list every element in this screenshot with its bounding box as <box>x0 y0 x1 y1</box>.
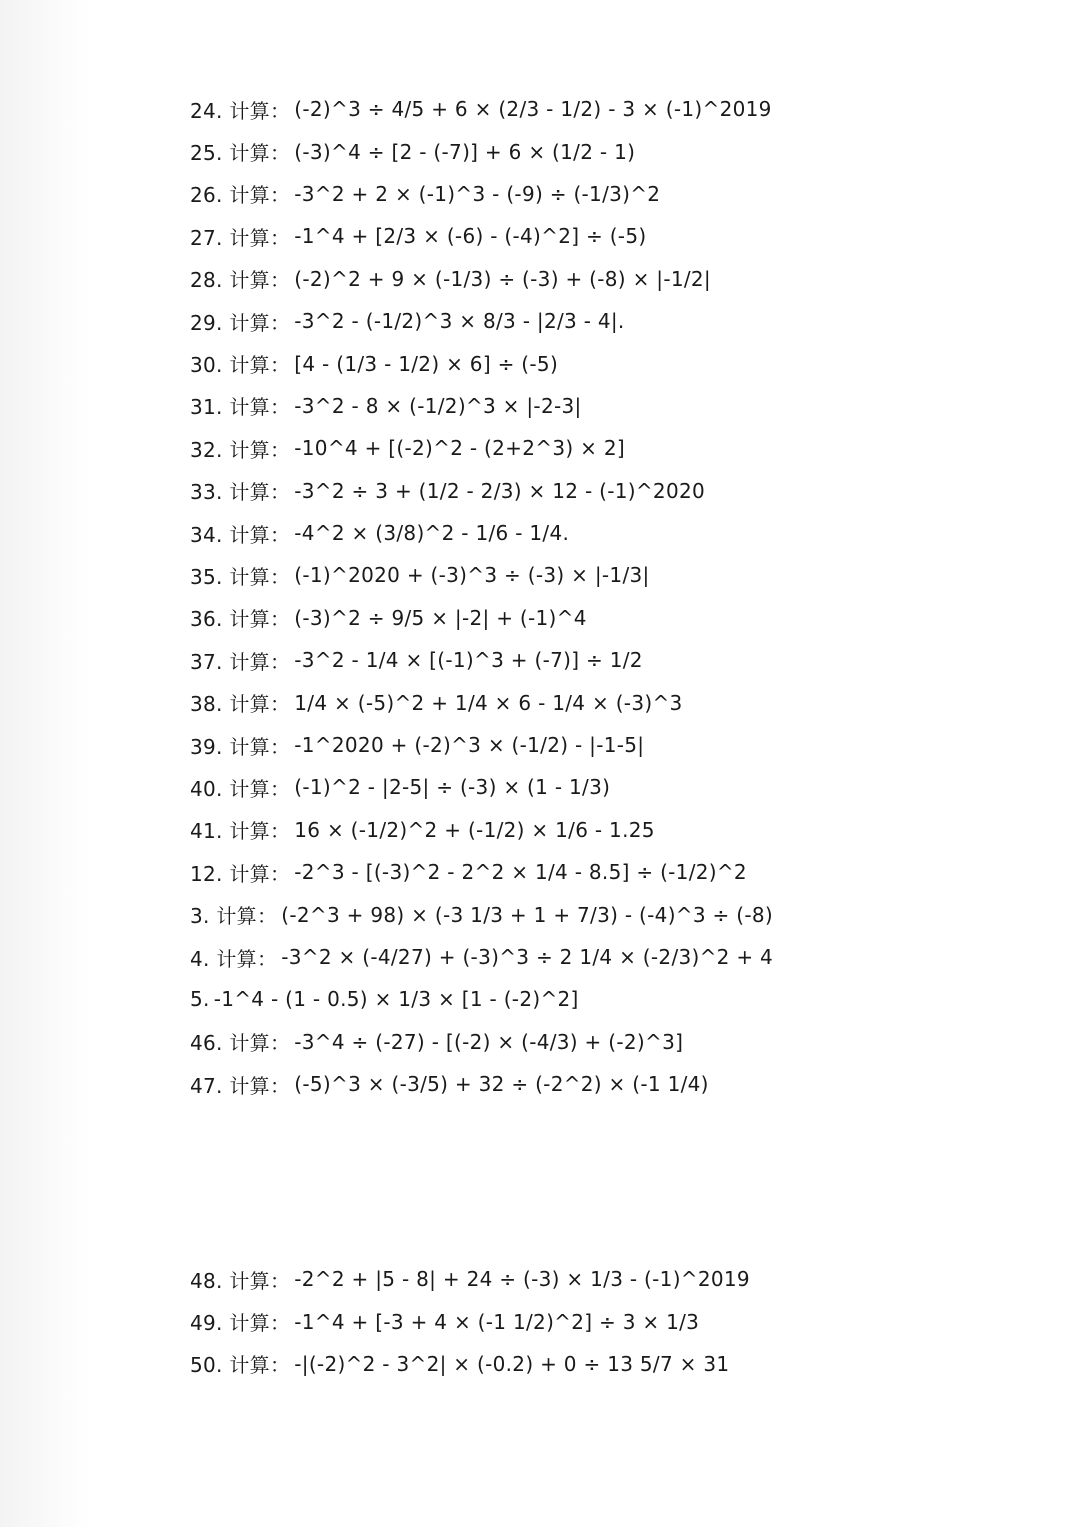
page-edge-shade <box>0 0 90 1527</box>
problem-label: 29. 计算： <box>190 310 291 335</box>
problem-item <box>190 978 1050 1020</box>
problem-expression: -3^2 - (-1/2)^3 × 8/3 - |2/3 - 4|. <box>294 309 625 334</box>
problem-item <box>190 512 1050 554</box>
problem-item <box>190 215 1050 257</box>
problem-item <box>190 766 1050 808</box>
problem-label: 35. 计算： <box>190 564 291 589</box>
problem-expression: (-2)^3 ÷ 4/5 + 6 × (2/3 - 1/2) - 3 × (-1)^2019 <box>294 97 772 122</box>
problem-item <box>190 724 1050 766</box>
problem-item <box>190 681 1050 723</box>
problem-expression: -3^2 + 2 × (-1)^3 - (-9) ÷ (-1/3)^2 <box>294 181 661 206</box>
problem-item <box>190 300 1050 342</box>
problem-item <box>190 470 1050 512</box>
problem-label: 28. 计算： <box>190 268 291 293</box>
problem-label: 36. 计算： <box>190 607 291 632</box>
problem-item <box>190 1063 1050 1105</box>
problem-label: 34. 计算： <box>190 522 291 547</box>
problem-expression: (-2^3 + 98) × (-3 1/3 + 1 + 7/3) - (-4)^3 ÷ (-8) <box>281 902 774 927</box>
problem-label: 12. 计算： <box>190 861 291 886</box>
problem-expression: (-3)^2 ÷ 9/5 × |-2| + (-1)^4 <box>294 605 587 630</box>
problem-label: 32. 计算： <box>190 437 291 462</box>
problem-item <box>190 88 1050 130</box>
problem-label: 50. 计算： <box>190 1353 291 1378</box>
problem-expression: -2^3 - [(-3)^2 - 2^2 × 1/4 - 8.5] ÷ (-1/2)^2 <box>294 860 747 885</box>
problem-item <box>190 809 1050 851</box>
problem-label: 5. <box>190 987 210 1012</box>
problem-label: 30. 计算： <box>190 353 291 378</box>
problem-label: 48. 计算： <box>190 1268 291 1293</box>
problem-expression: -10^4 + [(-2)^2 - (2+2^3) × 2] <box>294 436 625 461</box>
problem-label: 37. 计算： <box>190 649 291 674</box>
problem-item <box>190 554 1050 596</box>
problem-expression: -1^4 - (1 - 0.5) × 1/3 × [1 - (-2)^2] <box>213 987 579 1012</box>
problem-expression: -3^2 × (-4/27) + (-3)^3 ÷ 2 1/4 × (-2/3)^2 + 4 <box>281 945 774 969</box>
problem-label: 27. 计算： <box>190 225 291 250</box>
problem-item <box>190 851 1050 893</box>
problem-item <box>190 342 1050 384</box>
problem-label: 4. 计算： <box>190 946 278 971</box>
problem-expression: -3^2 ÷ 3 + (1/2 - 2/3) × 12 - (-1)^2020 <box>294 478 706 503</box>
problem-list <box>190 88 1050 1105</box>
problem-expression: (-3)^4 ÷ [2 - (-7)] + 6 × (1/2 - 1) <box>294 139 636 164</box>
problem-list-continued <box>190 1258 1050 1385</box>
problem-label: 26. 计算： <box>190 183 291 208</box>
problem-expression: -1^4 + [-3 + 4 × (-1 1/2)^2] ÷ 3 × 1/3 <box>294 1309 700 1334</box>
problem-expression: [4 - (1/3 - 1/2) × 6] ÷ (-5) <box>294 351 559 376</box>
problem-expression: -4^2 × (3/8)^2 - 1/6 - 1/4. <box>294 521 570 546</box>
problem-expression: -|(-2)^2 - 3^2| × (-0.2) + 0 ÷ 13 5/7 × 31 <box>294 1351 730 1376</box>
problem-item <box>190 936 1050 978</box>
problem-label: 31. 计算： <box>190 395 291 420</box>
problem-expression: -3^2 - 1/4 × [(-1)^3 + (-7)] ÷ 1/2 <box>294 648 643 673</box>
problem-label: 41. 计算： <box>190 819 291 844</box>
problem-expression: -3^2 - 8 × (-1/2)^3 × |-2-3| <box>294 393 582 418</box>
problem-expression: (-1)^2 - |2-5| ÷ (-3) × (1 - 1/3) <box>294 775 611 800</box>
problem-item <box>190 427 1050 469</box>
problem-expression: -2^2 + |5 - 8| + 24 ÷ (-3) × 1/3 - (-1)^2019 <box>294 1267 750 1292</box>
problem-item <box>190 173 1050 215</box>
problem-label: 3. 计算： <box>190 904 278 929</box>
problem-expression: -1^2020 + (-2)^3 × (-1/2) - |-1-5| <box>294 733 645 758</box>
problem-item <box>190 130 1050 172</box>
problem-label: 40. 计算： <box>190 776 291 801</box>
problem-item <box>190 385 1050 427</box>
problem-expression: 16 × (-1/2)^2 + (-1/2) × 1/6 - 1.25 <box>294 817 655 842</box>
problem-label: 39. 计算： <box>190 734 291 759</box>
problem-expression: 1/4 × (-5)^2 + 1/4 × 6 - 1/4 × (-3)^3 <box>294 690 683 715</box>
problem-expression: -3^4 ÷ (-27) - [(-2) × (-4/3) + (-2)^3] <box>294 1029 684 1054</box>
problem-item <box>190 893 1050 935</box>
problem-label: 24. 计算： <box>190 98 291 123</box>
problem-label: 46. 计算： <box>190 1031 291 1056</box>
problem-label: 33. 计算： <box>190 480 291 505</box>
problem-label: 25. 计算： <box>190 141 291 166</box>
problem-item <box>190 1300 1050 1342</box>
problem-label: 47. 计算： <box>190 1073 291 1098</box>
problem-item <box>190 597 1050 639</box>
problem-item <box>190 639 1050 681</box>
problem-item <box>190 1258 1050 1300</box>
problem-label: 38. 计算： <box>190 692 291 717</box>
problem-expression: (-1)^2020 + (-3)^3 ÷ (-3) × |-1/3| <box>294 563 650 588</box>
problem-label: 49. 计算： <box>190 1311 291 1336</box>
problem-item <box>190 1343 1050 1385</box>
problem-expression: (-2)^2 + 9 × (-1/3) ÷ (-3) + (-8) × |-1/2| <box>294 266 711 291</box>
problem-item <box>190 1021 1050 1063</box>
problem-item <box>190 258 1050 300</box>
problem-expression: (-5)^3 × (-3/5) + 32 ÷ (-2^2) × (-1 1/4) <box>294 1072 709 1097</box>
problem-expression: -1^4 + [2/3 × (-6) - (-4)^2] ÷ (-5) <box>294 224 647 249</box>
